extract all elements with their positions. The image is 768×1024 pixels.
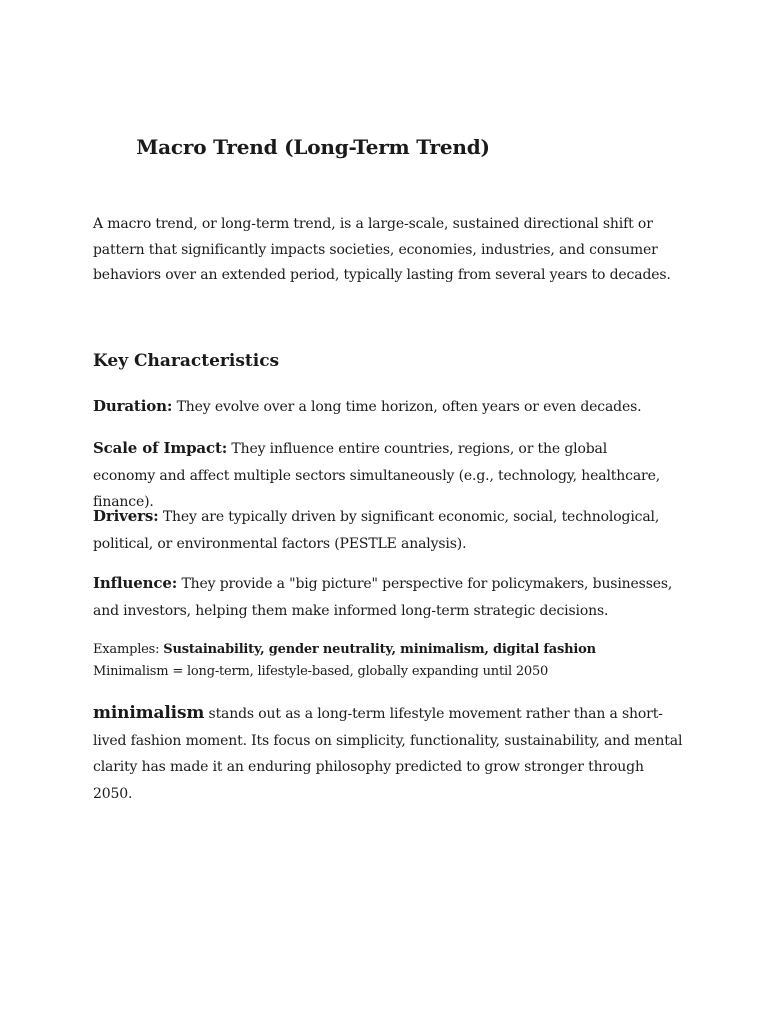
- characteristic-influence: [93, 570, 673, 624]
- document-title: Macro Trend (Long-Term Trend): [136, 135, 490, 159]
- examples-label: Examples:: [93, 642, 164, 657]
- characteristic-text: They are typically driven by significant economic, social, technological, political, or environmental factors (PESTLE analysis).: [93, 509, 660, 552]
- characteristic-term: Scale of Impact:: [93, 439, 228, 457]
- characteristic-term: Drivers:: [93, 507, 159, 525]
- examples-line: [93, 639, 673, 661]
- closing-paragraph: [93, 700, 683, 807]
- characteristic-term: Influence:: [93, 574, 178, 592]
- examples-block: [93, 639, 673, 683]
- characteristic-text: They provide a "big picture" perspective for policymakers, businesses, and investors, helping them make informed long-term strategic decisions.: [93, 576, 673, 619]
- characteristic-text: They influence entire countries, regions, or the global economy and affect multiple sectors simultaneously (e.g., technology, healthcare, finance).: [93, 441, 661, 510]
- characteristic-drivers: [93, 503, 673, 557]
- minimalism-note: Minimalism = long-term, lifestyle-based, globally expanding until 2050: [93, 664, 549, 679]
- key-characteristics-heading: Key Characteristics: [93, 351, 280, 371]
- characteristic-text: They evolve over a long time horizon, often years or even decades.: [172, 399, 642, 415]
- characteristic-duration: [93, 393, 673, 421]
- characteristic-term: Duration:: [93, 397, 173, 415]
- closing-text: stands out as a long-term lifestyle movement rather than a short-lived fashion moment. Its focus on simplicity, functionality, sustainability, and mental clarity has made it an enduring philosophy predicted to grow stronger through 2050.: [93, 706, 683, 802]
- intro-paragraph: A macro trend, or long-term trend, is a large-scale, sustained directional shift or pattern that significantly impacts societies, economies, industries, and consumer behaviors over an extended period, typically lasting from several years to decades.: [93, 216, 671, 283]
- examples-values: Sustainability, gender neutrality, minimalism, digital fashion: [163, 642, 596, 657]
- closing-lead-word: minimalism: [93, 703, 205, 723]
